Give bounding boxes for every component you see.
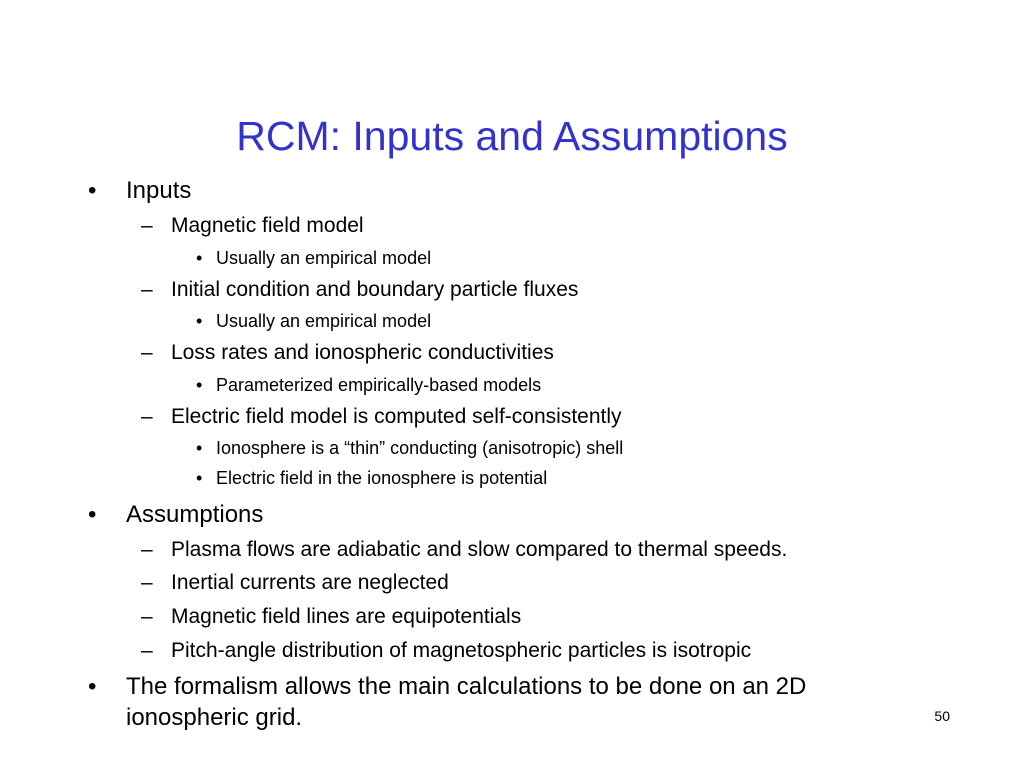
bullet-inputs: Inputs — [126, 177, 192, 204]
bullet-inertial-currents: Inertial currents are neglected — [171, 571, 449, 594]
dash-marker: – — [141, 341, 153, 364]
bullet-loss-rates: Loss rates and ionospheric conductivities — [171, 341, 554, 364]
slide-title: RCM: Inputs and Assumptions — [236, 113, 788, 159]
bullet-pitch-angle: Pitch-angle distribution of magnetospheric particles is isotropic — [171, 639, 752, 662]
sub-bullet-marker: • — [196, 375, 203, 395]
sub-bullet-marker: • — [196, 438, 203, 458]
bullet-formalism-line2: ionospheric grid. — [126, 704, 303, 731]
dash-marker: – — [141, 538, 153, 561]
bullet-initial-condition: Initial condition and boundary particle fluxes — [171, 278, 579, 301]
dash-marker: – — [141, 278, 153, 301]
bullet-ionosphere-shell: Ionosphere is a “thin” conducting (anisotropic) shell — [216, 438, 624, 458]
sub-bullet-marker: • — [196, 311, 203, 331]
dash-marker: – — [141, 571, 153, 594]
dash-marker: – — [141, 605, 153, 628]
bullet-electric-field-model: Electric field model is computed self-consistently — [171, 405, 622, 428]
bullet-marker: • — [88, 501, 97, 528]
page-number: 50 — [934, 708, 950, 724]
bullet-electric-field-potential: Electric field in the ionosphere is potential — [216, 468, 548, 488]
bullet-magnetic-field-model: Magnetic field model — [171, 214, 364, 237]
dash-marker: – — [141, 405, 153, 428]
bullet-formalism-line1: The formalism allows the main calculations to be done on an 2D — [126, 673, 807, 700]
bullet-assumptions: Assumptions — [126, 501, 264, 528]
sub-bullet-marker: • — [196, 248, 203, 268]
dash-marker: – — [141, 639, 153, 662]
bullet-field-lines: Magnetic field lines are equipotentials — [171, 605, 522, 628]
bullet-plasma-flows: Plasma flows are adiabatic and slow compared to thermal speeds. — [171, 538, 788, 561]
bullet-marker: • — [88, 673, 97, 700]
bullet-usually-empirical-2: Usually an empirical model — [216, 311, 432, 331]
bullet-marker: • — [88, 177, 97, 204]
sub-bullet-marker: • — [196, 468, 203, 488]
dash-marker: – — [141, 214, 153, 237]
bullet-usually-empirical-1: Usually an empirical model — [216, 248, 432, 268]
bullet-parameterized: Parameterized empirically-based models — [216, 375, 542, 395]
